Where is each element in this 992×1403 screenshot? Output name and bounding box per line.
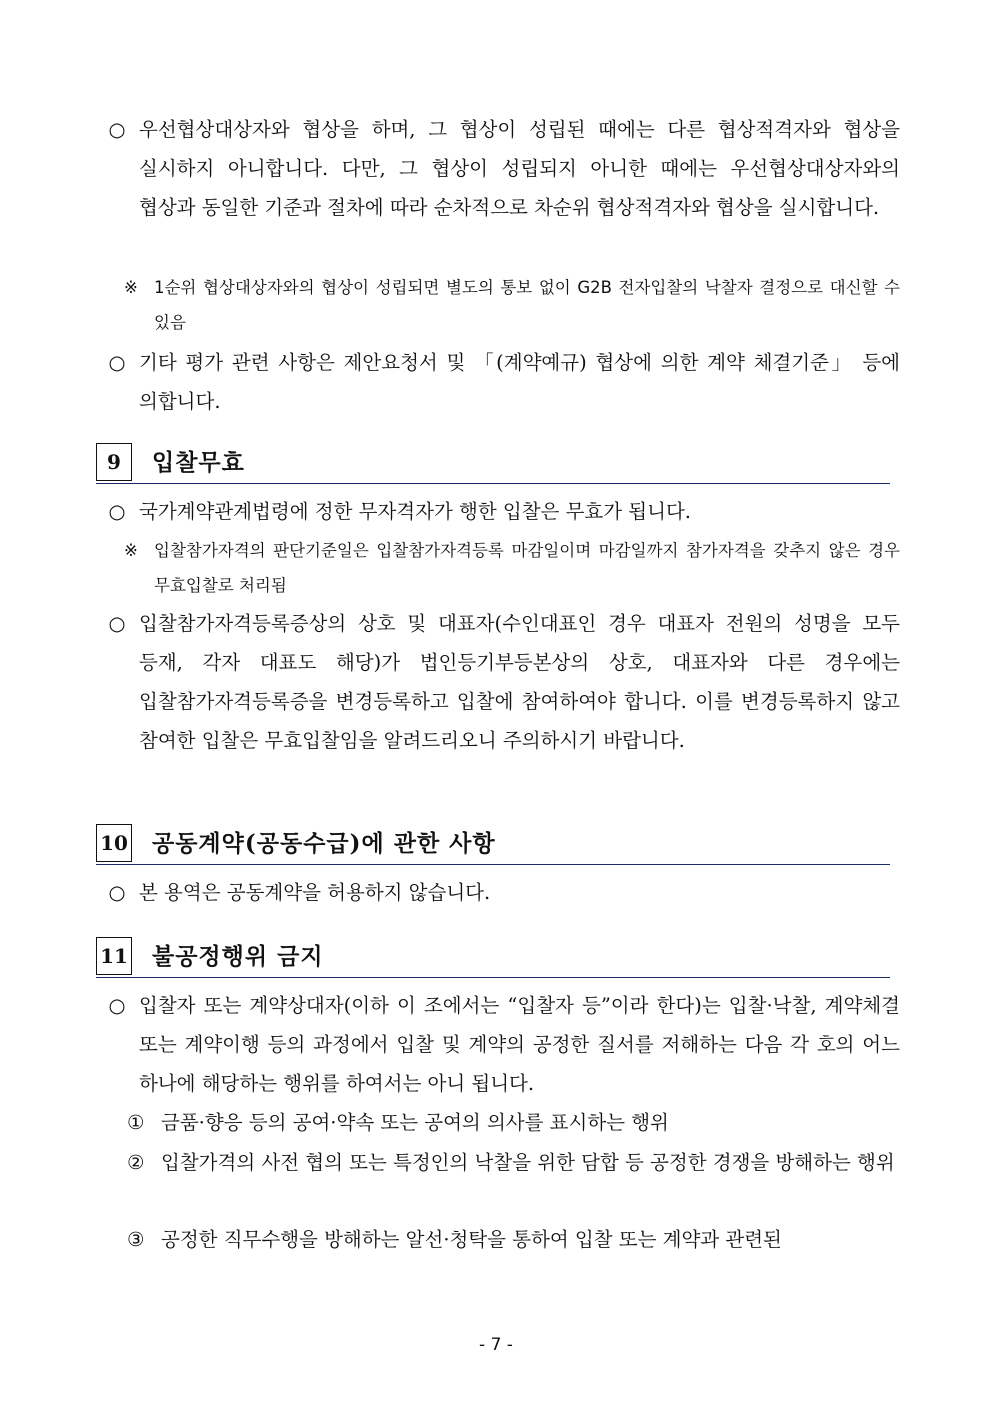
note-mark: ※	[124, 541, 138, 560]
section-heading-9	[96, 443, 890, 484]
item-number: ①	[127, 1111, 145, 1134]
item-number: ②	[127, 1151, 145, 1174]
bullet-circle: ○	[108, 881, 126, 904]
section-title: 공동계약(공동수급)에 관한 사항	[152, 830, 496, 857]
paragraph-unfair-acts	[105, 986, 900, 1103]
paragraph-text: 입찰자 또는 계약상대자(이하 이 조에서는 “입찰자 등”이라 한다)는 입찰·낙찰, 계약체결 또는 계약이행 등의 과정에서 입찰 및 계약의 공정한 질서를 저해하는 다음 각 호의 어느 하나에 해당하는 행위를 하여서는 아니 됩니다.	[139, 994, 900, 1095]
item-text: 공정한 직무수행을 방해하는 알선·청탁을 통하여 입찰 또는 계약과 관련된	[161, 1228, 782, 1251]
bullet-circle: ○	[108, 351, 126, 374]
bullet-circle: ○	[108, 118, 126, 141]
paragraph-negotiation	[105, 110, 900, 227]
item-number: ③	[127, 1228, 145, 1251]
note-qualification-date	[124, 533, 900, 603]
list-item	[127, 1143, 900, 1182]
item-text: 입찰가격의 사전 협의 또는 특정인의 낙찰을 위한 담합 등 공정한 경쟁을 방해하는 행위	[161, 1151, 895, 1174]
note-text: 1순위 협상대상자와의 협상이 성립되면 별도의 통보 없이 G2B 전자입찰의 낙찰자 결정으로 대신할 수 있음	[154, 278, 900, 332]
paragraph-registration-change	[105, 604, 900, 760]
list-item	[127, 1220, 900, 1259]
bullet-circle: ○	[108, 612, 126, 635]
section-number: 9	[96, 443, 132, 481]
section-title: 불공정행위 금지	[152, 943, 324, 970]
paragraph-text: 입찰참가자격등록증상의 상호 및 대표자(수인대표인 경우 대표자 전원의 성명을 모두 등재, 각자 대표도 해당)가 법인등기부등본상의 상호, 대표자와 다른 경우에는 입찰참가자격등록증을 변경등록하고 입찰에 참여하여야 합니다. 이를 변경등록하지 않고 참여한 입찰은 무효입찰임을 알려드리오니 주의하시기 바랍니다.	[139, 612, 900, 752]
section-heading-11	[96, 937, 890, 978]
paragraph-other-evaluation	[105, 343, 900, 421]
item-text: 금품·향응 등의 공여·약속 또는 공여의 의사를 표시하는 행위	[161, 1111, 669, 1134]
note-first-rank	[124, 270, 900, 340]
paragraph-text: 국가계약관계법령에 정한 무자격자가 행한 입찰은 무효가 됩니다.	[139, 500, 691, 523]
paragraph-invalid-bid	[105, 492, 900, 531]
section-number: 10	[96, 824, 132, 862]
paragraph-text: 우선협상대상자와 협상을 하며, 그 협상이 성립된 때에는 다른 협상적격자와 협상을 실시하지 아니합니다. 다만, 그 협상이 성립되지 아니한 때에는 우선협상대상자와의 협상과 동일한 기준과 절차에 따라 순차적으로 차순위 협상적격자와 협상을 실시합니다.	[139, 118, 900, 219]
paragraph-text: 본 용역은 공동계약을 허용하지 않습니다.	[139, 881, 491, 904]
bullet-circle: ○	[108, 500, 126, 523]
section-number: 11	[96, 937, 132, 975]
note-text: 입찰참가자격의 판단기준일은 입찰참가자격등록 마감일이며 마감일까지 참가자격을 갖추지 않은 경우 무효입찰로 처리됨	[154, 541, 900, 595]
paragraph-joint-contract	[105, 873, 900, 912]
note-mark: ※	[124, 278, 138, 297]
paragraph-text: 기타 평가 관련 사항은 제안요청서 및 「(계약예규) 협상에 의한 계약 체결기준」 등에 의합니다.	[139, 351, 900, 413]
section-title: 입찰무효	[152, 449, 245, 476]
list-item	[127, 1103, 900, 1142]
bullet-circle: ○	[108, 994, 126, 1017]
section-heading-10	[96, 824, 890, 865]
page-number: - 7 -	[479, 1335, 513, 1355]
